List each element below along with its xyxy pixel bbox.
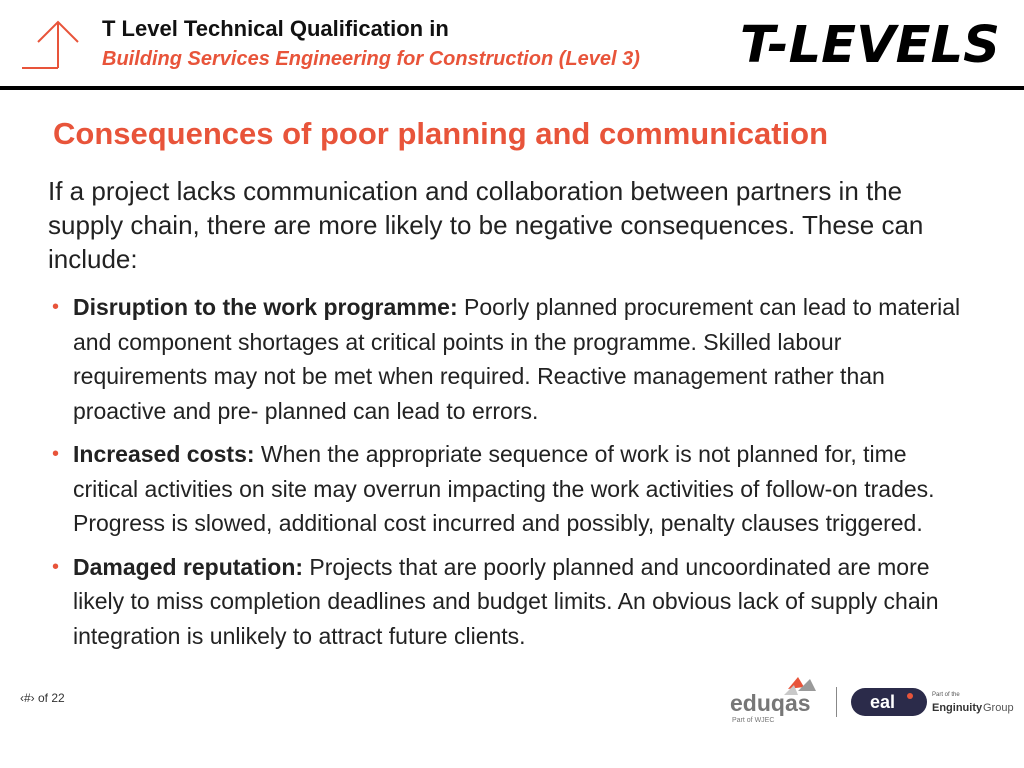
eal-logo	[850, 686, 928, 718]
header-title: T Level Technical Qualification in	[102, 16, 449, 41]
bullet-icon: •	[52, 296, 60, 318]
up-arrow-icon	[20, 18, 80, 72]
eduqas-name: eduqas	[730, 690, 811, 716]
slide-header	[0, 0, 1024, 86]
bullet-lead: Increased costs:	[73, 441, 255, 467]
bullet-reputation	[48, 550, 978, 654]
enginuity-logo	[932, 688, 1014, 718]
enginuity-name: Enginuity	[932, 702, 983, 714]
bullet-text: When the appropriate sequence of work is not planned for, time critical activities on site may overrun impacting the work activities of follow-on trades. Progress is slowed, additional cost incurred and possibly, penalty clauses triggered.	[73, 441, 935, 536]
bullet-disruption	[48, 290, 978, 428]
header-subtitle: Building Services Engineering for Construction (Level 3)	[102, 48, 640, 70]
t-levels-logo	[740, 14, 1002, 75]
enginuity-prefix: Part of the	[932, 692, 960, 698]
eduqas-tagline: Part of WJEC	[732, 717, 775, 724]
slide-title: Consequences of poor planning and communication	[53, 116, 829, 151]
t-levels-logo-text: T-LEVELS	[740, 16, 1000, 75]
bullet-text: Projects that are poorly planned and uncoordinated are more likely to miss completion deadlines and budget limits. An obvious lack of supply chain integration is unlikely to attract future clients.	[73, 553, 939, 649]
bullet-icon: •	[52, 443, 60, 465]
page-number: ‹#› of 22	[20, 691, 65, 705]
bullet-lead: Damaged reputation:	[73, 553, 304, 580]
bullet-text: Poorly planned procurement can lead to material and component shortages at critical points in the programme. Skilled labour requirements may not be met when required. Reactive management rather than proactive and pre- planned can lead to errors.	[73, 294, 961, 424]
logo-divider	[836, 687, 837, 717]
intro-paragraph: If a project lacks communication and collaboration between partners in the supply chain, there are more likely to be negative consequences. These can include:	[48, 176, 924, 274]
eal-name: eal	[870, 692, 896, 712]
bullet-icon: •	[52, 555, 60, 578]
enginuity-suffix: Group	[983, 702, 1014, 714]
eduqas-logo	[726, 675, 831, 729]
bullet-costs	[48, 437, 978, 541]
header-divider	[0, 86, 1024, 90]
bullet-list	[48, 290, 978, 662]
bullet-lead: Disruption to the work programme:	[73, 294, 458, 320]
